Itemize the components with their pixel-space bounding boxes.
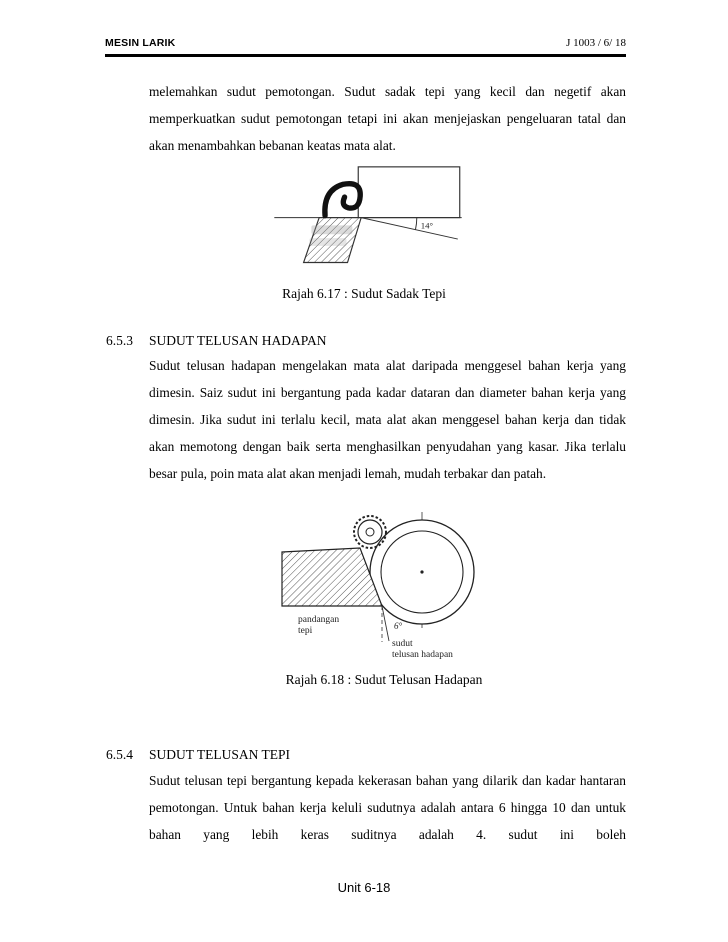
smudge-text <box>311 225 352 234</box>
section-654-title: SUDUT TELUSAN TEPI <box>149 747 291 762</box>
section-653-number: 6.5.3 <box>106 333 133 348</box>
angle-label: 6° <box>394 621 403 631</box>
page-header <box>105 37 626 49</box>
paragraph-653: Sudut telusan hadapan mengelakan mata alat daripada menggesel bahan kerja yang dimesin. Saiz sudut ini bergantung pada kadar dataran dan diameter bahan kerja yang dimesin. Jika sudut ini terlalu kecil, mata alat akan menggesel bahan kerja dan tidak akan memotong dengan baik serta menghasilkan penyudahan yang kasar. Jika terlalu besar pula, poin mata alat akan menjadi lemah, mudah terbakar dan patah. <box>149 358 626 481</box>
page-footer: Unit 6-18 <box>337 880 391 895</box>
header-doc-code: J 1003 / 6/ 18 <box>566 37 626 49</box>
figure-618-caption: Rajah 6.18 : Sudut Telusan Hadapan <box>285 672 483 687</box>
paragraph-654: Sudut telusan tepi bergantung kepada kekerasan bahan yang dilarik dan kadar hantaran pemotongan. Untuk bahan kerja keluli sudutnya adalah antara 6 hingga 10 dan untuk bahan yang lebih keras suditnya adalah 4. sudut ini boleh <box>149 773 626 842</box>
center-dot <box>420 570 423 573</box>
angle-arc <box>415 218 416 230</box>
section-653-heading <box>106 333 327 349</box>
view-label-line1: pandangan <box>298 615 340 625</box>
figure-617-drawing <box>268 161 468 283</box>
header-doc-title: MESIN LARIK <box>105 37 176 49</box>
chip-curl <box>325 184 360 216</box>
header-rule <box>105 54 626 57</box>
angle-name-line2: telusan hadapan <box>392 650 453 660</box>
angle-label: 14° <box>420 220 433 231</box>
angle-name-line1: sudut <box>392 639 413 649</box>
view-label-line2: tepi <box>298 626 313 636</box>
paragraph-intro: melemahkan sudut pemotongan. Sudut sadak tepi yang kecil dan negetif akan memperkuatkan sudut pemotongan tetapi ini akan menjejaskan pengeluaran tatal dan akan menambahkan bebanan keatas mata alat. <box>149 84 626 153</box>
section-654-heading <box>106 747 290 763</box>
knurled-wheel <box>358 520 382 544</box>
figure-618 <box>270 510 510 670</box>
workpiece-rect <box>358 167 460 218</box>
smudge-text <box>309 238 346 246</box>
figure-617 <box>268 161 468 288</box>
figure-617-caption: Rajah 6.17 : Sudut Sadak Tepi <box>282 286 446 301</box>
rake-angle-line <box>361 218 458 239</box>
figure-618-drawing <box>270 510 510 665</box>
tool-bit <box>282 548 382 606</box>
section-653-title: SUDUT TELUSAN HADAPAN <box>149 333 327 348</box>
section-654-number: 6.5.4 <box>106 747 133 762</box>
